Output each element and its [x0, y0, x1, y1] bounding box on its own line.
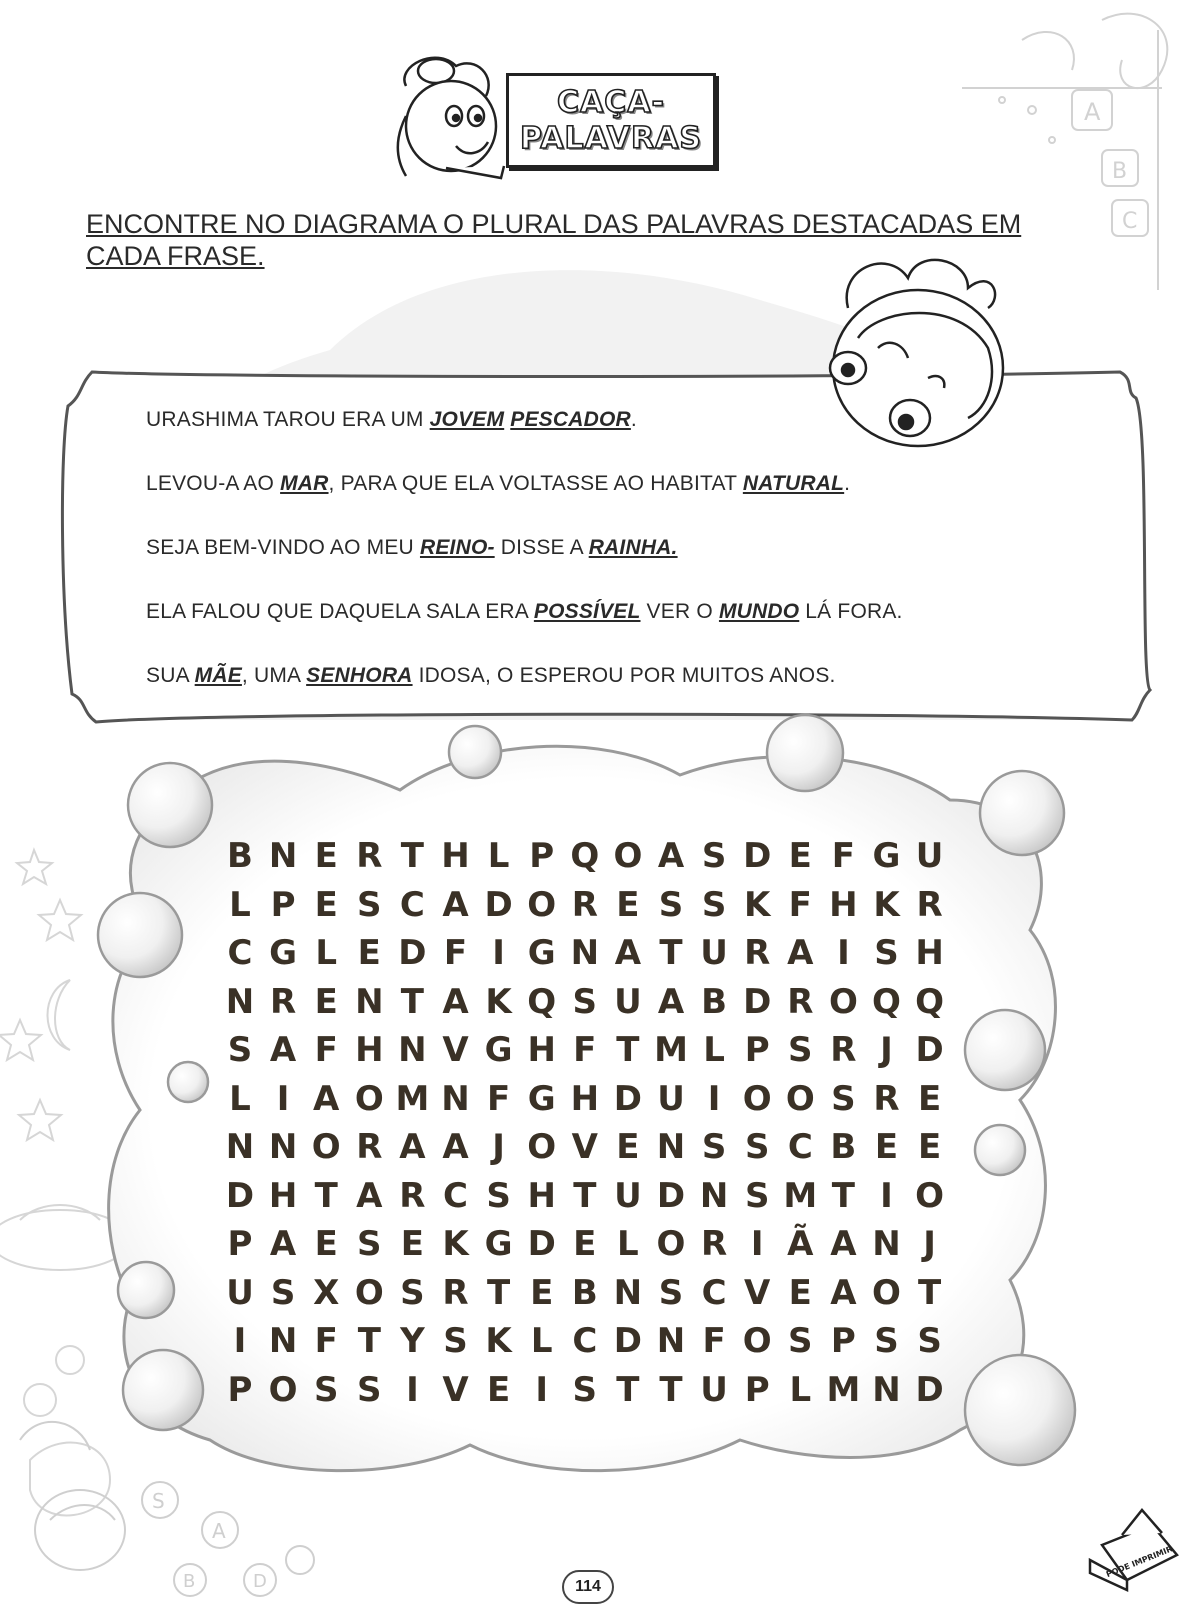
grid-letter[interactable]: P [270, 884, 296, 925]
grid-letter[interactable]: N [398, 1030, 427, 1070]
grid-letter[interactable]: R [270, 981, 297, 1022]
grid-letter[interactable]: M [783, 1175, 818, 1216]
grid-letter[interactable]: L [229, 884, 251, 925]
grid-letter[interactable]: I [707, 1078, 721, 1119]
grid-letter[interactable]: T [616, 1030, 640, 1070]
grid-letter[interactable]: U [614, 981, 642, 1022]
grid-letter[interactable]: I [276, 1078, 290, 1119]
grid-letter[interactable]: E [874, 1127, 899, 1167]
grid-letter[interactable]: S [874, 1321, 899, 1361]
grid-letter[interactable]: S [357, 884, 382, 925]
grid-letter[interactable]: K [744, 884, 771, 925]
grid-letter[interactable]: S [788, 1321, 813, 1361]
sentence-text: ELA FALOU QUE DAQUELA SALA ERA [146, 600, 534, 623]
grid-letter[interactable]: T [659, 933, 683, 973]
grid-letter[interactable]: T [486, 1272, 511, 1313]
grid-letter[interactable]: S [443, 1321, 468, 1361]
grid-letter[interactable]: S [486, 1175, 511, 1216]
grid-letter[interactable]: V [744, 1272, 771, 1313]
grid-letter[interactable]: D [484, 884, 513, 925]
grid-letter[interactable]: I [492, 933, 505, 973]
grid-letter[interactable]: R [399, 1175, 426, 1216]
grid-letter[interactable]: H [915, 933, 944, 973]
grid-letter[interactable]: C [787, 1127, 813, 1167]
grid-letter[interactable]: S [701, 884, 727, 925]
grid-letter[interactable]: A [657, 981, 685, 1022]
grid-letter[interactable]: S [400, 1272, 425, 1313]
keyword: NATURAL [742, 472, 845, 495]
sentence-text: . [844, 472, 851, 495]
sentence-text: SEJA BEM-VINDO AO MEU [146, 536, 420, 559]
grid-letter[interactable]: Q [570, 836, 600, 876]
grid-letter[interactable]: K [873, 884, 900, 925]
grid-letter[interactable]: A [442, 981, 469, 1022]
grid-letter[interactable]: S [658, 1272, 684, 1313]
grid-letter[interactable]: O [268, 1369, 298, 1410]
grid-letter[interactable]: S [701, 836, 727, 876]
grid-letter[interactable]: Q [527, 981, 557, 1022]
grid-letter[interactable]: S [313, 1369, 339, 1410]
grid-letter[interactable]: N [225, 981, 255, 1022]
grid-letter[interactable]: R [873, 1078, 900, 1119]
grid-letter[interactable]: S [744, 1175, 770, 1216]
grid-letter[interactable]: H [570, 1078, 600, 1119]
grid-letter[interactable]: U [700, 1369, 728, 1410]
grid-letter[interactable]: J [923, 1224, 936, 1264]
grid-letter[interactable]: M [654, 1030, 688, 1070]
grid-letter[interactable]: P [529, 836, 555, 876]
grid-letter[interactable]: D [915, 1030, 944, 1070]
grid-letter[interactable]: S [831, 1078, 856, 1119]
grid-letter[interactable]: D [613, 1078, 642, 1119]
svg-text:B: B [183, 1571, 196, 1592]
grid-letter[interactable]: E [616, 1127, 640, 1167]
grid-letter[interactable]: H [829, 884, 858, 925]
grid-letter[interactable]: R [442, 1272, 469, 1313]
grid-letter[interactable]: T [659, 1369, 683, 1410]
grid-letter[interactable]: E [530, 1272, 554, 1313]
grid-letter[interactable]: T [917, 1272, 942, 1313]
grid-letter[interactable]: L [789, 1369, 812, 1410]
keyword: POSSÍVEL [533, 600, 641, 623]
grid-letter[interactable]: E [917, 1127, 942, 1167]
sentence-text: VER O [640, 600, 719, 623]
grid-letter[interactable]: S [701, 1127, 727, 1167]
grid-letter[interactable]: H [268, 1175, 298, 1216]
printer-stamp-text: PODE IMPRIMIR [1104, 1544, 1174, 1580]
sentence-text: IDOSA, O ESPEROU POR MUITOS ANOS. [412, 664, 836, 687]
grid-letter[interactable]: U [915, 836, 944, 876]
grid-letter[interactable]: I [233, 1321, 247, 1361]
grid-letter[interactable]: D [656, 1175, 686, 1216]
keyword: PESCADOR [510, 408, 631, 431]
grid-letter[interactable]: A [830, 1224, 857, 1264]
grid-letter[interactable]: N [355, 981, 384, 1022]
grid-letter[interactable]: I [880, 1175, 893, 1216]
grid-letter[interactable]: O [613, 836, 643, 876]
grid-letter[interactable]: A [830, 1272, 857, 1313]
grid-letter[interactable]: E [400, 1224, 424, 1264]
grid-letter[interactable]: U [700, 933, 728, 973]
grid-letter[interactable]: E [616, 884, 640, 925]
svg-text:C: C [1122, 209, 1138, 234]
grid-letter[interactable]: C [701, 1272, 727, 1313]
grid-letter[interactable]: S [874, 933, 899, 973]
keyword: SENHORA [306, 664, 413, 687]
grid-letter[interactable]: P [744, 1369, 770, 1410]
grid-letter[interactable]: L [487, 836, 510, 876]
grid-letter[interactable]: A [269, 1030, 297, 1070]
keyword: MAR [280, 472, 329, 495]
grid-letter[interactable]: E [357, 933, 381, 973]
grid-letter[interactable]: O [527, 1127, 557, 1167]
grid-letter[interactable]: E [788, 836, 812, 876]
svg-text:A: A [1084, 98, 1101, 126]
grid-letter[interactable]: I [406, 1369, 419, 1410]
svg-text:A: A [212, 1519, 226, 1543]
grid-letter[interactable]: T [573, 1175, 597, 1216]
grid-letter[interactable]: T [314, 1175, 338, 1216]
grid-letter[interactable]: Q [915, 981, 945, 1022]
grid-letter[interactable]: G [527, 1078, 556, 1119]
grid-letter[interactable]: B [227, 836, 253, 876]
grid-letter[interactable]: I [535, 1369, 549, 1410]
word-search-grid [220, 832, 960, 1422]
grid-letter[interactable]: E [486, 1369, 511, 1410]
grid-letter[interactable]: E [314, 981, 338, 1022]
grid-letter[interactable]: G [484, 1030, 513, 1070]
grid-letter[interactable]: J [492, 1127, 505, 1167]
svg-text:S: S [152, 1489, 165, 1513]
grid-letter[interactable]: S [788, 1030, 813, 1070]
grid-letter[interactable]: N [570, 933, 600, 973]
grid-letter[interactable]: M [826, 1369, 861, 1410]
title-line-1: CAÇA- [557, 84, 665, 120]
grid-letter[interactable]: P [227, 1224, 253, 1264]
page-number: 114 [562, 1570, 614, 1604]
svg-text:D: D [253, 1571, 267, 1592]
grid-letter[interactable]: E [314, 836, 338, 876]
grid-letter[interactable]: D [613, 1321, 642, 1361]
grid-letter[interactable]: C [572, 1321, 598, 1361]
grid-letter[interactable]: O [915, 1175, 945, 1216]
grid-letter[interactable]: G [872, 836, 901, 876]
title-line-2: PALAVRAS [520, 120, 702, 156]
grid-letter[interactable]: D [915, 1369, 944, 1410]
grid-letter[interactable]: A [442, 884, 469, 925]
grid-letter[interactable]: E [314, 884, 338, 925]
grid-letter[interactable]: V [571, 1127, 598, 1167]
sentence-text: LEVOU-A AO [146, 472, 281, 495]
sentence-text: SUA [146, 664, 195, 687]
grid-letter[interactable]: K [485, 981, 512, 1022]
grid-letter[interactable]: E [917, 1078, 942, 1119]
grid-letter[interactable]: L [703, 1030, 725, 1070]
grid-letter[interactable]: H [441, 836, 470, 876]
grid-letter[interactable]: T [400, 836, 424, 876]
keyword: REINO- [419, 536, 495, 559]
svg-text:B: B [1112, 159, 1128, 184]
grid-letter[interactable]: L [530, 1321, 553, 1361]
grid-letter[interactable]: N [225, 1127, 255, 1167]
grid-letter[interactable]: Y [400, 1321, 425, 1361]
grid-letter[interactable]: F [702, 1321, 726, 1361]
grid-letter[interactable]: R [356, 1127, 383, 1167]
grid-letter[interactable]: Q [872, 981, 901, 1022]
keyword: MUNDO [718, 600, 800, 623]
grid-letter[interactable]: N [441, 1078, 470, 1119]
grid-letter[interactable]: E [788, 1272, 812, 1313]
grid-letter[interactable]: O [828, 981, 858, 1022]
grid-letter[interactable]: N [699, 1175, 729, 1216]
grid-letter[interactable]: Ã [787, 1224, 814, 1264]
grid-letter[interactable]: S [270, 1272, 296, 1313]
grid-letter[interactable]: M [395, 1078, 430, 1119]
keyword: JOVEM [429, 408, 505, 431]
sentence-text: DISSE A [494, 536, 589, 559]
grid-letter[interactable]: C [227, 933, 253, 973]
grid-letter[interactable]: F [486, 1078, 511, 1119]
grid-letter[interactable]: T [616, 1369, 640, 1410]
grid-letter[interactable]: S [744, 1127, 770, 1167]
grid-letter[interactable]: U [226, 1272, 254, 1313]
grid-letter[interactable]: J [880, 1030, 893, 1070]
grid-letter[interactable]: T [831, 1175, 855, 1216]
grid-letter[interactable]: T [357, 1321, 381, 1361]
grid-letter[interactable]: A [657, 836, 685, 876]
keyword: MÃE [194, 664, 242, 687]
grid-letter[interactable]: P [830, 1321, 856, 1361]
printer-icon [1082, 1505, 1192, 1595]
grid-letter[interactable]: N [613, 1272, 643, 1313]
grid-letter[interactable]: H [527, 1030, 556, 1070]
grid-letter[interactable]: D [398, 933, 427, 973]
grid-letter[interactable]: S [227, 1030, 253, 1070]
grid-letter[interactable]: N [268, 1127, 298, 1167]
grid-letter[interactable]: F [314, 1030, 338, 1070]
grid-letter[interactable]: R [787, 981, 814, 1022]
grid-letter[interactable]: A [399, 1127, 426, 1167]
sentence-text: . [630, 408, 637, 431]
grid-letter[interactable]: C [399, 884, 425, 925]
grid-letter[interactable]: O [311, 1127, 341, 1167]
grid-letter[interactable]: S [658, 884, 684, 925]
sentence-text: LÁ FORA. [799, 600, 903, 623]
grid-letter[interactable]: O [742, 1078, 772, 1119]
grid-letter[interactable]: U [657, 1078, 685, 1119]
grid-letter[interactable]: E [573, 1224, 597, 1264]
sentence-text: , UMA [241, 664, 307, 687]
grid-letter[interactable]: P [744, 1030, 770, 1070]
grid-letter[interactable]: B [571, 1272, 598, 1313]
grid-letter[interactable]: N [268, 836, 298, 876]
grid-letter[interactable]: S [357, 1369, 382, 1410]
grid-letter[interactable]: D [225, 1175, 255, 1216]
grid-letter[interactable]: A [787, 933, 814, 973]
grid-letter[interactable]: F [443, 933, 468, 973]
grid-letter[interactable]: O [527, 884, 557, 925]
grid-letter[interactable]: N [656, 1321, 686, 1361]
grid-letter[interactable]: C [443, 1175, 468, 1216]
grid-letter[interactable]: K [485, 1321, 512, 1361]
instruction-text: ENCONTRE NO DIAGRAMA O PLURAL DAS PALAVRAS DESTACADAS EM CADA FRASE. [86, 209, 1022, 271]
grid-letter[interactable]: O [785, 1078, 815, 1119]
grid-letter[interactable]: F [788, 884, 812, 925]
grid-letter[interactable]: U [614, 1175, 642, 1216]
grid-letter[interactable]: G [527, 933, 556, 973]
grid-letter[interactable]: S [572, 1369, 598, 1410]
grid-letter[interactable]: N [872, 1224, 901, 1264]
grid-letter[interactable]: I [837, 933, 850, 973]
grid-letter[interactable]: N [268, 1321, 298, 1361]
grid-letter[interactable]: V [442, 1030, 469, 1070]
grid-letter[interactable]: G [269, 933, 298, 973]
grid-letter[interactable]: L [229, 1078, 251, 1119]
grid-letter[interactable]: H [355, 1030, 384, 1070]
sentence-text: , PARA QUE ELA VOLTASSE AO HABITAT [328, 472, 743, 495]
grid-letter[interactable]: N [656, 1127, 686, 1167]
grid-letter[interactable]: S [917, 1321, 942, 1361]
grid-letter[interactable]: B [701, 981, 728, 1022]
grid-letter[interactable]: I [750, 1224, 764, 1264]
grid-letter[interactable]: R [830, 1030, 857, 1070]
grid-letter[interactable]: X [313, 1272, 340, 1313]
grid-letter[interactable]: L [617, 1224, 639, 1264]
grid-letter[interactable]: R [744, 933, 771, 973]
keyword: RAINHA. [588, 536, 678, 559]
grid-letter[interactable]: E [314, 1224, 338, 1264]
grid-letter[interactable]: T [400, 981, 424, 1022]
grid-letter[interactable]: O [354, 1272, 384, 1313]
grid-letter[interactable]: D [743, 836, 772, 876]
grid-letter[interactable]: K [442, 1224, 469, 1264]
grid-letter[interactable]: S [572, 981, 598, 1022]
grid-letter[interactable]: A [313, 1078, 340, 1119]
grid-letter[interactable]: R [356, 836, 383, 876]
bottom-left-doodles [0, 1380, 340, 1600]
grid-letter[interactable]: H [527, 1175, 556, 1216]
grid-letter[interactable]: N [872, 1369, 901, 1410]
grid-letter[interactable]: A [614, 933, 642, 973]
grid-letter[interactable]: R [916, 884, 943, 925]
grid-letter[interactable]: L [315, 933, 338, 973]
grid-letter[interactable]: V [442, 1369, 469, 1410]
grid-letter[interactable]: B [830, 1127, 857, 1167]
grid-letter[interactable]: R [571, 884, 598, 925]
grid-letter[interactable]: D [527, 1224, 556, 1264]
grid-letter[interactable]: F [573, 1030, 597, 1070]
grid-letter[interactable]: O [872, 1272, 901, 1313]
grid-letter[interactable]: F [831, 836, 855, 876]
grid-letter[interactable]: O [354, 1078, 384, 1119]
grid-letter[interactable]: A [356, 1175, 383, 1216]
grid-letter[interactable]: P [227, 1369, 253, 1410]
grid-letter[interactable]: O [656, 1224, 686, 1264]
grid-letter[interactable]: A [442, 1127, 469, 1167]
grid-letter[interactable]: D [743, 981, 772, 1022]
grid-letter[interactable]: A [269, 1224, 297, 1264]
grid-letter[interactable]: F [314, 1321, 338, 1361]
grid-letter[interactable]: R [701, 1224, 728, 1264]
grid-letter[interactable]: S [357, 1224, 382, 1264]
grid-letter[interactable]: G [484, 1224, 513, 1264]
grid-letter[interactable]: O [742, 1321, 772, 1361]
sentence-text: URASHIMA TAROU ERA UM [146, 408, 430, 431]
